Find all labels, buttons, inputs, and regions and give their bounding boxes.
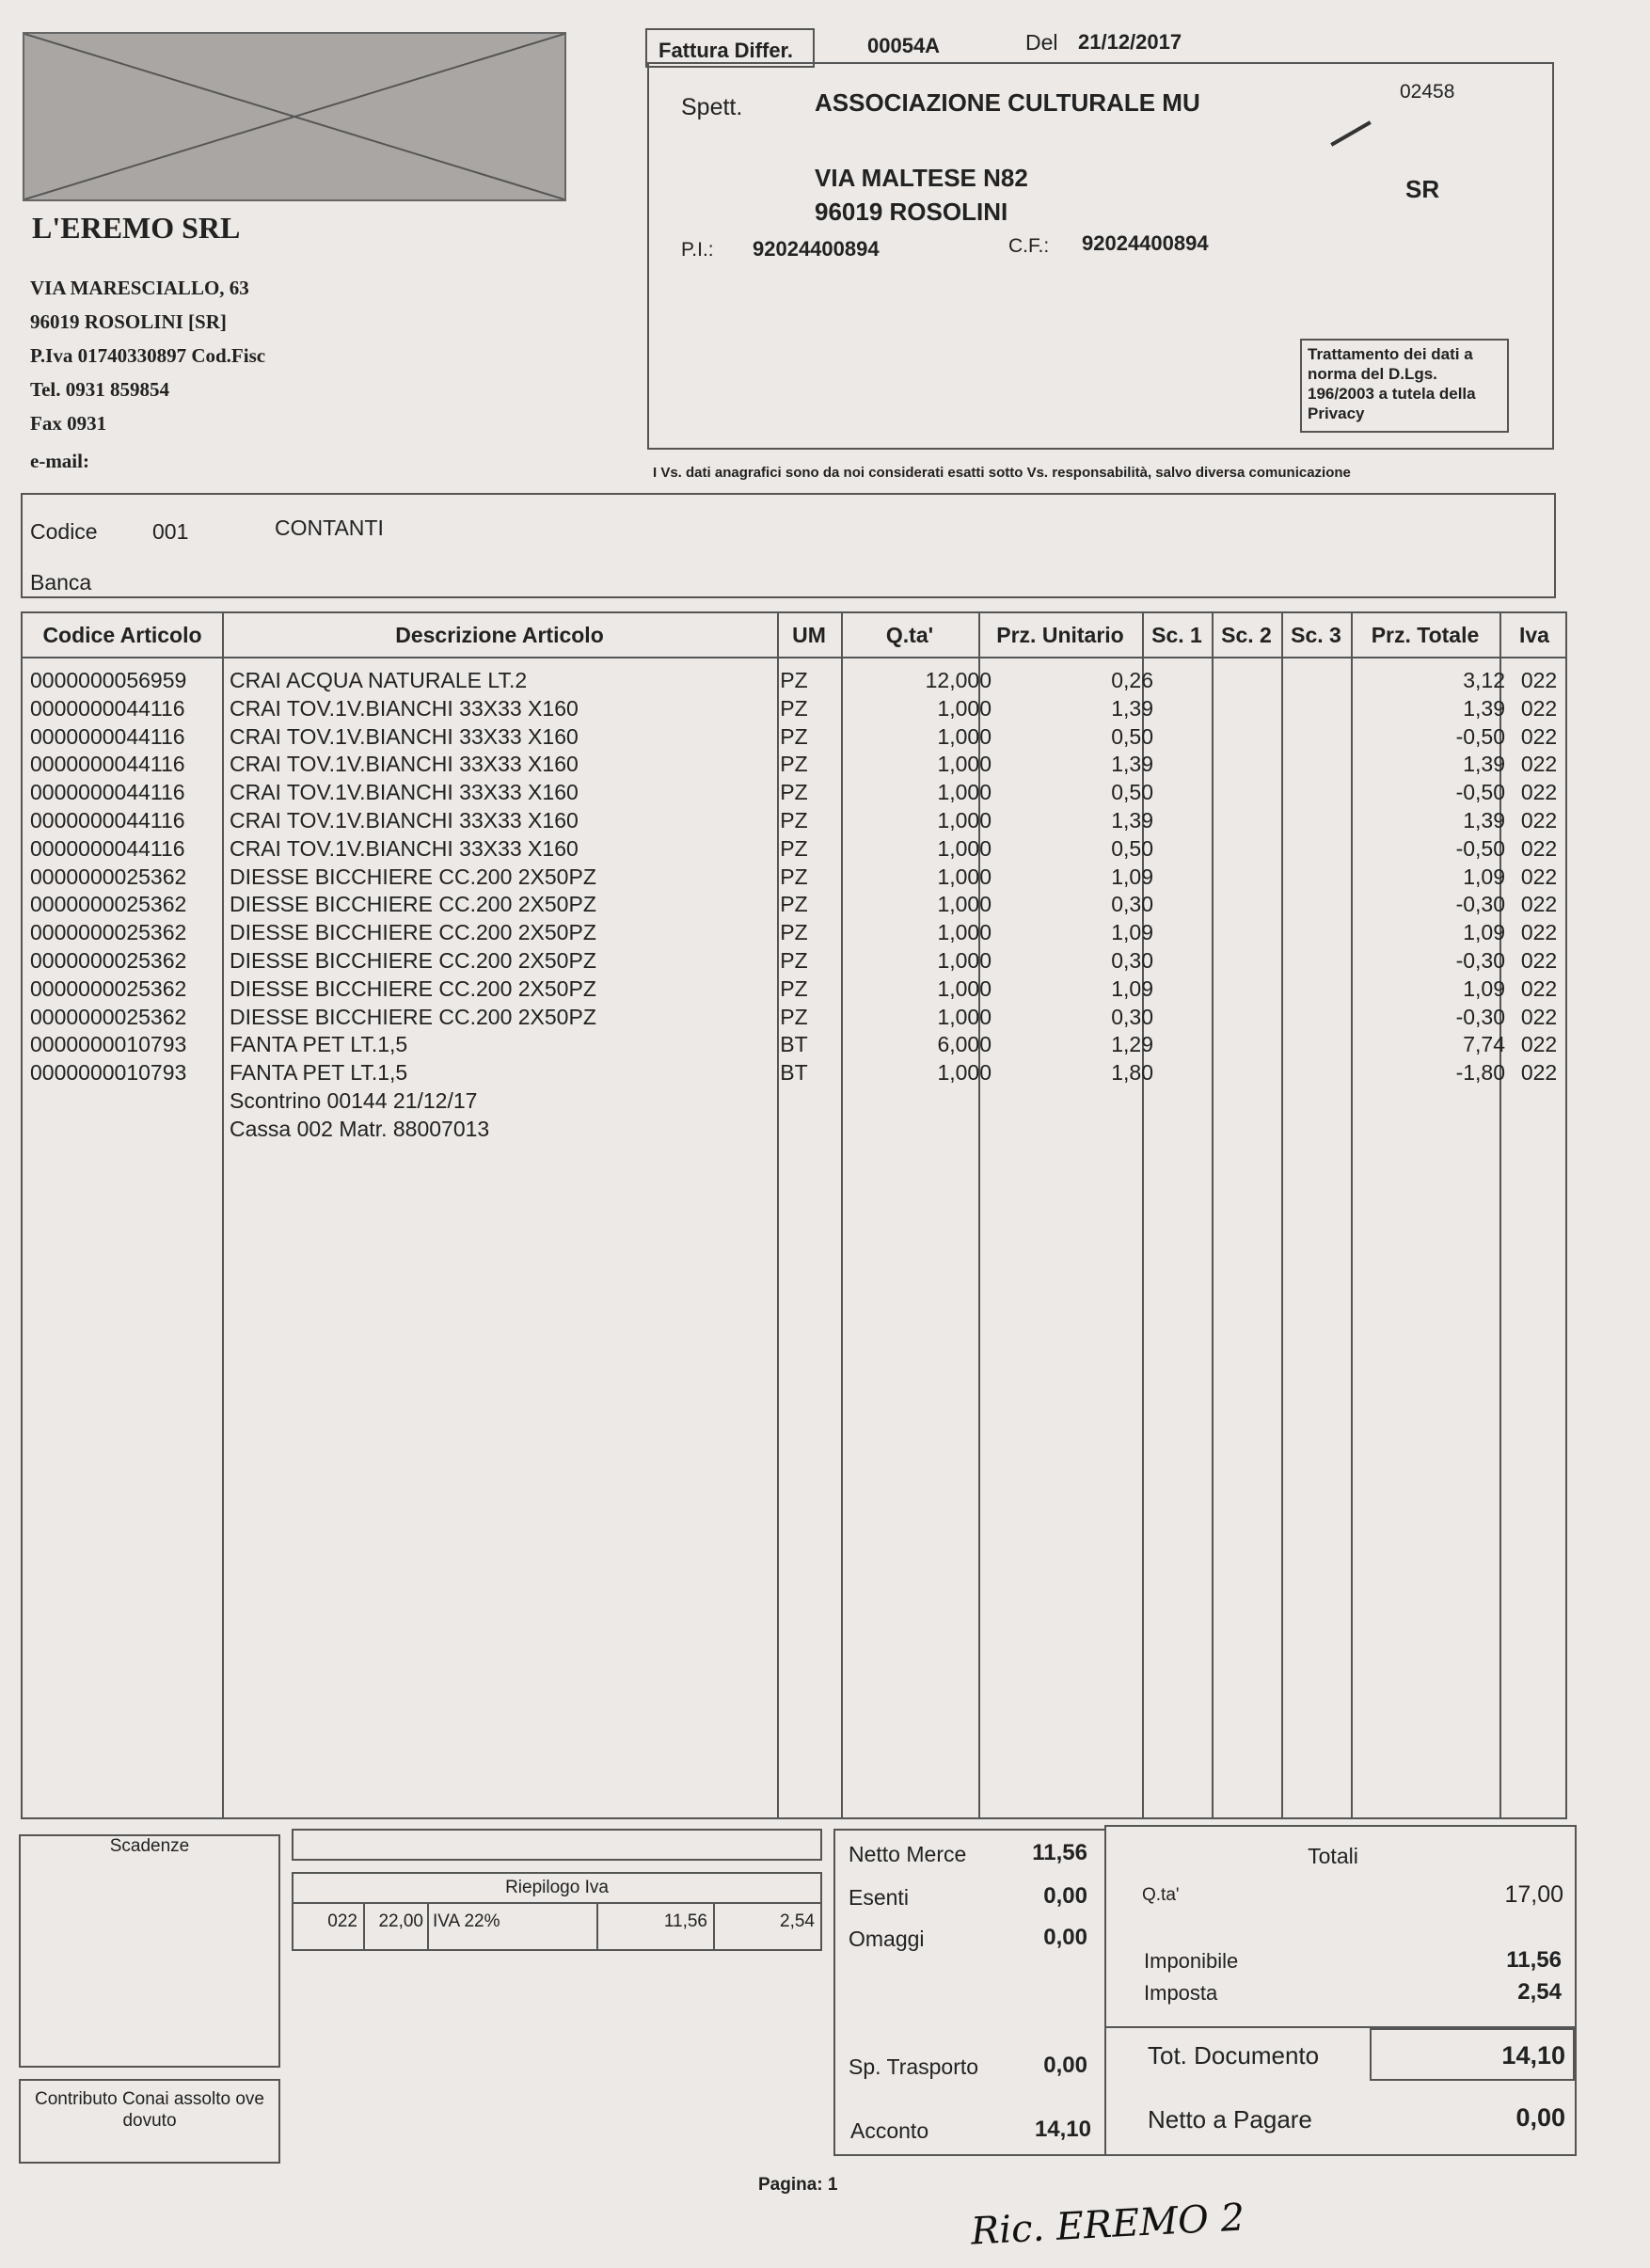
cell-code: 0000000010793: [30, 1032, 187, 1057]
scadenze-label: Scadenze: [109, 1836, 190, 1856]
header-sc3: Sc. 3: [1291, 623, 1341, 647]
invoice-date: 21/12/2017: [1078, 30, 1182, 54]
imponibile-value: 11,56: [1506, 1947, 1562, 1973]
riepilogo-code: 022: [294, 1904, 365, 1949]
disclaimer: I Vs. dati anagrafici sono da noi considerati esatti sotto Vs. responsabilità, salvo diversa comunicazione: [653, 465, 1351, 481]
acconto-label: Acconto: [850, 2118, 929, 2143]
tot-doc-label: Tot. Documento: [1148, 2041, 1320, 2070]
table-row: [23, 752, 1565, 780]
cell-unit: 1,09: [1111, 864, 1153, 889]
company-tel: Tel. 0931 859854: [30, 378, 169, 401]
cell-unit: 0,50: [1111, 835, 1153, 861]
cell-code: 0000000025362: [30, 1004, 187, 1029]
cell-desc: DIESSE BICCHIERE CC.200 2X50PZ: [230, 1004, 596, 1029]
company-fax: Fax 0931: [30, 412, 107, 435]
imponibile-label: Imponibile: [1144, 1949, 1239, 1973]
cell-iva: 022: [1520, 864, 1558, 889]
cell-iva: 022: [1520, 780, 1558, 805]
table-body: [23, 668, 1565, 1145]
cell-total: -0,30: [1455, 947, 1505, 973]
company-name: L'EREMO SRL: [32, 211, 241, 245]
privacy-note: Trattamento dei dati a norma del D.Lgs. 196/2003 a tutela della Privacy: [1308, 345, 1476, 422]
riepilogo-rate: 22,00: [365, 1904, 429, 1949]
cell-desc: DIESSE BICCHIERE CC.200 2X50PZ: [230, 864, 596, 889]
cell-unit: 0,26: [1111, 668, 1153, 692]
header-divider: [23, 657, 1565, 658]
table-row: [23, 976, 1565, 1005]
invoice-date-label: Del: [1025, 30, 1058, 55]
netto-merce-value: 11,56: [1032, 1840, 1087, 1865]
cell-total: 7,74: [1463, 1032, 1505, 1057]
cell-um: PZ: [780, 807, 808, 833]
cell-desc: CRAI TOV.1V.BIANCHI 33X33 X160: [230, 807, 579, 833]
cell-desc: CRAI TOV.1V.BIANCHI 33X33 X160: [230, 695, 579, 721]
riepilogo-imposta: 2,54: [780, 1911, 815, 1931]
cell-unit: 1,80: [1111, 1060, 1153, 1086]
riepilogo-desc: IVA 22%: [429, 1904, 598, 1949]
cell-iva: 022: [1520, 723, 1558, 749]
cell-qty: 1,000: [937, 1004, 992, 1029]
header-sc2: Sc. 2: [1221, 623, 1272, 647]
cell-unit: 0,50: [1111, 780, 1153, 805]
table-row: [23, 808, 1565, 836]
header-qty: Q.ta': [885, 623, 934, 647]
cell-total: 1,09: [1463, 920, 1505, 945]
customer-name: ASSOCIAZIONE CULTURALE MU: [815, 88, 1200, 117]
omaggi-label: Omaggi: [849, 1927, 925, 1951]
table-row: [23, 864, 1565, 893]
cell-unit: 1,39: [1111, 695, 1153, 721]
table-row: [23, 724, 1565, 753]
customer-address: VIA MALTESE N82: [815, 164, 1028, 192]
acconto-value: 14,10: [1034, 2117, 1091, 2142]
cell-um: PZ: [780, 723, 808, 749]
omaggi-value: 0,00: [1043, 1925, 1087, 1950]
cell-iva: 022: [1520, 947, 1558, 973]
bank-label: Banca: [30, 570, 92, 595]
tot-doc-value: 14,10: [1501, 2041, 1565, 2070]
cell-qty: 1,000: [937, 723, 992, 749]
riepilogo-imponibile: 11,56: [598, 1904, 715, 1949]
cell-desc: Cassa 002 Matr. 88007013: [230, 1116, 490, 1141]
cell-total: -0,50: [1455, 780, 1505, 805]
table-row: [23, 920, 1565, 948]
invoice-number: 00054A: [867, 34, 941, 57]
header-um: UM: [792, 623, 826, 647]
cell-desc: DIESSE BICCHIERE CC.200 2X50PZ: [230, 920, 596, 945]
cell-qty: 1,000: [937, 695, 992, 721]
cell-desc: Scontrino 00144 21/12/17: [230, 1087, 478, 1113]
cell-total: 1,09: [1463, 864, 1505, 889]
spett-label: Spett.: [681, 94, 743, 120]
cell-um: PZ: [780, 892, 808, 917]
cell-code: 0000000044116: [30, 695, 185, 721]
customer-pi: 92024400894: [753, 237, 880, 261]
amounts-box: [833, 1829, 1106, 2156]
cell-code: 0000000025362: [30, 920, 187, 945]
cell-um: PZ: [780, 864, 808, 889]
header-desc: Descrizione Articolo: [395, 623, 604, 647]
cell-total: 1,39: [1463, 752, 1505, 777]
cf-label: C.F.:: [1008, 235, 1050, 257]
payment-code: 001: [152, 519, 189, 544]
riepilogo-box: [292, 1872, 822, 1951]
table-row: [23, 780, 1565, 808]
header-code: Codice Articolo: [42, 623, 202, 647]
cell-iva: 022: [1520, 1032, 1558, 1057]
netto-pagare-label: Netto a Pagare: [1148, 2105, 1312, 2133]
cell-total: -0,30: [1455, 1004, 1505, 1029]
cell-total: 1,09: [1463, 975, 1505, 1001]
privacy-note-box: [1300, 339, 1509, 433]
cell-unit: 1,39: [1111, 807, 1153, 833]
cell-iva: 022: [1520, 695, 1558, 721]
cell-iva: 022: [1520, 807, 1558, 833]
cell-total: -0,50: [1455, 723, 1505, 749]
cell-qty: 1,000: [937, 975, 992, 1001]
cell-code: 0000000044116: [30, 807, 185, 833]
pi-label: P.I.:: [681, 239, 714, 261]
cell-qty: 12,000: [925, 668, 992, 692]
footer-blank-box: [292, 1829, 822, 1861]
cell-iva: 022: [1520, 892, 1558, 917]
cell-desc: CRAI TOV.1V.BIANCHI 33X33 X160: [230, 723, 579, 749]
cell-iva: 022: [1520, 668, 1558, 692]
cell-total: -1,80: [1455, 1060, 1505, 1086]
payment-code-label: Codice: [30, 519, 98, 544]
cell-unit: 1,09: [1111, 920, 1153, 945]
cell-unit: 0,30: [1111, 1004, 1153, 1029]
cell-code: 0000000025362: [30, 975, 187, 1001]
logo-placeholder: [23, 32, 566, 201]
table-row: [23, 1005, 1565, 1033]
cell-um: PZ: [780, 668, 808, 692]
cell-iva: 022: [1520, 752, 1558, 777]
scadenze-box: [19, 1834, 280, 2068]
cell-iva: 022: [1520, 835, 1558, 861]
cell-um: PZ: [780, 920, 808, 945]
customer-province: SR: [1405, 175, 1440, 203]
header-iva: Iva: [1519, 623, 1549, 647]
customer-cf: 92024400894: [1082, 231, 1209, 255]
table-row: [23, 1060, 1565, 1088]
cell-desc: FANTA PET LT.1,5: [230, 1032, 408, 1057]
customer-city: 96019 ROSOLINI: [815, 198, 1008, 226]
cell-unit: 0,30: [1111, 947, 1153, 973]
cell-iva: 022: [1520, 920, 1558, 945]
cell-unit: 1,39: [1111, 752, 1153, 777]
imposta-label: Imposta: [1144, 1981, 1218, 2005]
cell-um: PZ: [780, 780, 808, 805]
cell-um: PZ: [780, 752, 808, 777]
cell-um: PZ: [780, 947, 808, 973]
netto-pagare-value: 0,00: [1515, 2103, 1565, 2132]
tot-doc-box: [1370, 2028, 1575, 2081]
cell-unit: 0,30: [1111, 892, 1153, 917]
handwritten-note: Ric. EREMO 2: [969, 2196, 1246, 2254]
qta-value: 17,00: [1504, 1881, 1563, 1908]
cell-desc: CRAI TOV.1V.BIANCHI 33X33 X160: [230, 780, 579, 805]
cell-um: PZ: [780, 695, 808, 721]
cell-iva: 022: [1520, 1060, 1558, 1086]
customer-code: 02458: [1400, 81, 1455, 103]
cell-iva: 022: [1520, 1004, 1558, 1029]
cell-desc: CRAI TOV.1V.BIANCHI 33X33 X160: [230, 835, 579, 861]
riepilogo-label: Riepilogo Iva: [294, 1874, 820, 1904]
cell-qty: 1,000: [937, 947, 992, 973]
cell-total: 1,39: [1463, 695, 1505, 721]
cell-unit: 0,50: [1111, 723, 1153, 749]
payment-method: CONTANTI: [275, 515, 384, 540]
cell-um: BT: [780, 1060, 808, 1086]
conai-box: [19, 2079, 280, 2164]
table-row: [23, 836, 1565, 864]
esenti-value: 0,00: [1043, 1883, 1087, 1909]
table-row: [23, 892, 1565, 920]
cell-total: 1,39: [1463, 807, 1505, 833]
cell-qty: 1,000: [937, 920, 992, 945]
table-row: [23, 1117, 1565, 1145]
cell-desc: DIESSE BICCHIERE CC.200 2X50PZ: [230, 975, 596, 1001]
cell-desc: DIESSE BICCHIERE CC.200 2X50PZ: [230, 947, 596, 973]
items-table: [21, 611, 1567, 1819]
cell-um: PZ: [780, 1004, 808, 1029]
table-row: [23, 948, 1565, 976]
cell-total: -0,50: [1455, 835, 1505, 861]
cell-unit: 1,29: [1111, 1032, 1153, 1057]
company-piva: P.Iva 01740330897 Cod.Fisc: [30, 344, 266, 367]
page-number: Pagina: 1: [758, 2175, 838, 2195]
cell-desc: DIESSE BICCHIERE CC.200 2X50PZ: [230, 892, 596, 917]
cell-um: PZ: [780, 835, 808, 861]
cell-desc: CRAI ACQUA NATURALE LT.2: [230, 668, 528, 692]
qta-label: Q.ta': [1142, 1885, 1180, 1905]
cell-total: 3,12: [1463, 668, 1505, 692]
cell-code: 0000000044116: [30, 835, 185, 861]
cell-code: 0000000010793: [30, 1060, 187, 1086]
header-sc1: Sc. 1: [1151, 623, 1202, 647]
cell-desc: CRAI TOV.1V.BIANCHI 33X33 X160: [230, 752, 579, 777]
cell-um: PZ: [780, 975, 808, 1001]
cell-iva: 022: [1520, 975, 1558, 1001]
company-city: 96019 ROSOLINI [SR]: [30, 310, 227, 333]
cell-code: 0000000025362: [30, 892, 187, 917]
table-row: [23, 1088, 1565, 1117]
payment-box: [21, 493, 1556, 598]
company-email: e-mail:: [30, 450, 89, 472]
cell-code: 0000000044116: [30, 780, 185, 805]
table-row: [23, 1032, 1565, 1060]
header-total: Prz. Totale: [1371, 623, 1480, 647]
cell-code: 0000000025362: [30, 947, 187, 973]
netto-merce-label: Netto Merce: [849, 1842, 967, 1866]
cell-code: 0000000044116: [30, 723, 185, 749]
cell-code: 0000000025362: [30, 864, 187, 889]
header-unit: Prz. Unitario: [996, 623, 1124, 647]
cell-qty: 1,000: [937, 807, 992, 833]
trasporto-label: Sp. Trasporto: [849, 2054, 979, 2079]
cell-desc: FANTA PET LT.1,5: [230, 1060, 408, 1086]
cell-qty: 1,000: [937, 835, 992, 861]
company-address: VIA MARESCIALLO, 63: [30, 277, 249, 299]
cell-code: 0000000044116: [30, 752, 185, 777]
cell-qty: 1,000: [937, 864, 992, 889]
totali-label: Totali: [1308, 1844, 1358, 1868]
invoice-type: Fattura Differ.: [658, 39, 794, 62]
cell-total: -0,30: [1455, 892, 1505, 917]
table-row: [23, 668, 1565, 696]
table-row: [23, 696, 1565, 724]
cell-qty: 1,000: [937, 752, 992, 777]
imposta-value: 2,54: [1517, 1979, 1562, 2005]
cell-um: BT: [780, 1032, 808, 1057]
cell-qty: 6,000: [937, 1032, 992, 1057]
cell-qty: 1,000: [937, 1060, 992, 1086]
conai-note: Contributo Conai assolto ove dovuto: [35, 2089, 264, 2131]
trasporto-value: 0,00: [1043, 2053, 1087, 2078]
cell-qty: 1,000: [937, 892, 992, 917]
cell-code: 0000000056959: [30, 668, 187, 692]
esenti-label: Esenti: [849, 1885, 909, 1910]
cell-unit: 1,09: [1111, 975, 1153, 1001]
cell-qty: 1,000: [937, 780, 992, 805]
